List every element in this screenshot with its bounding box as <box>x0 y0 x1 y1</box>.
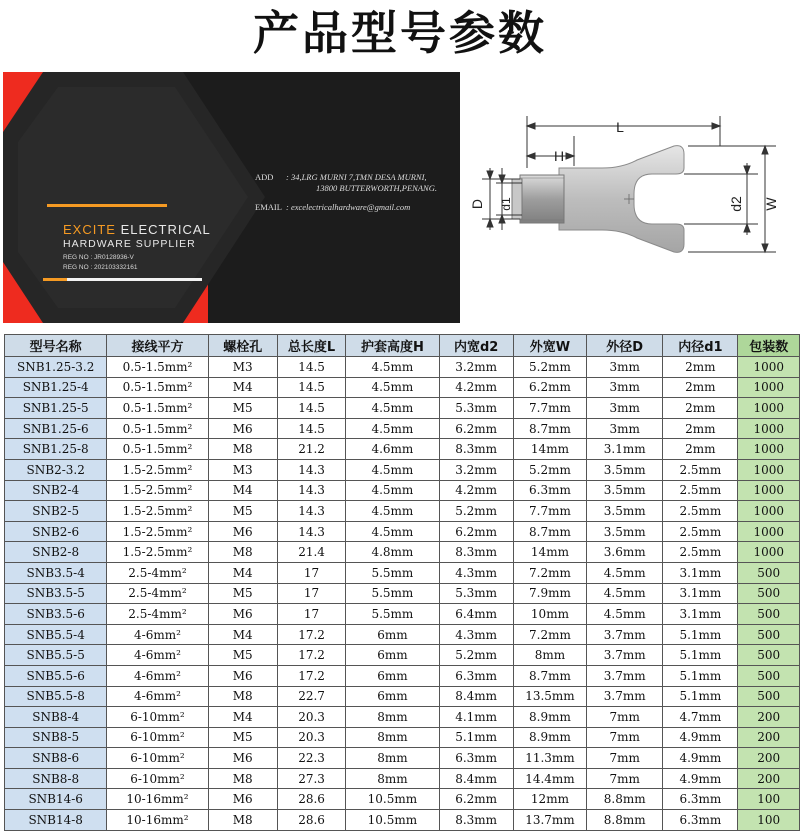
cell-outer-diameter: 3.7mm <box>587 624 663 645</box>
cell-package-qty: 500 <box>738 562 800 583</box>
cell-inner-width: 5.3mm <box>439 583 513 604</box>
cell-sleeve-height: 8mm <box>346 707 439 728</box>
label-L: L <box>616 119 624 135</box>
cell-bolt-hole: M4 <box>208 707 277 728</box>
cell-outer-width: 5.2mm <box>513 459 586 480</box>
cell-bolt-hole: M4 <box>208 624 277 645</box>
header-sleeve-height: 护套高度H <box>346 335 439 357</box>
cell-wire-range: 0.5-1.5mm² <box>107 418 208 439</box>
table-body <box>5 357 800 831</box>
reg-number-1: REG NO : JR0128936-V <box>63 254 134 261</box>
cell-package-qty: 200 <box>738 707 800 728</box>
cell-inner-width: 4.3mm <box>439 624 513 645</box>
cell-outer-diameter: 4.5mm <box>587 562 663 583</box>
address-label: ADD <box>255 172 274 182</box>
cell-outer-width: 7.9mm <box>513 583 586 604</box>
header-wire-range: 接线平方 <box>107 335 208 357</box>
cell-bolt-hole: M8 <box>208 686 277 707</box>
header-bolt-hole: 螺栓孔 <box>208 335 277 357</box>
cell-outer-diameter: 7mm <box>587 768 663 789</box>
cell-model: SNB1.25-6 <box>5 418 107 439</box>
cell-bolt-hole: M6 <box>208 748 277 769</box>
cell-sleeve-height: 4.5mm <box>346 418 439 439</box>
cell-inner-diameter: 2mm <box>663 439 738 460</box>
cell-model: SNB1.25-3.2 <box>5 357 107 378</box>
cell-inner-diameter: 6.3mm <box>663 789 738 810</box>
cell-outer-width: 7.2mm <box>513 562 586 583</box>
cell-sleeve-height: 5.5mm <box>346 583 439 604</box>
cell-outer-width: 8.7mm <box>513 418 586 439</box>
cell-sleeve-height: 6mm <box>346 686 439 707</box>
header-outer-width: 外宽W <box>513 335 586 357</box>
cell-sleeve-height: 4.5mm <box>346 480 439 501</box>
cell-model: SNB8-5 <box>5 727 107 748</box>
cell-inner-width: 8.4mm <box>439 768 513 789</box>
cell-sleeve-height: 4.8mm <box>346 542 439 563</box>
cell-sleeve-height: 8mm <box>346 727 439 748</box>
cell-bolt-hole: M4 <box>208 377 277 398</box>
cell-wire-range: 10-16mm² <box>107 810 208 831</box>
cell-outer-diameter: 3.5mm <box>587 521 663 542</box>
cell-bolt-hole: M3 <box>208 459 277 480</box>
cell-inner-width: 6.2mm <box>439 789 513 810</box>
cell-inner-diameter: 5.1mm <box>663 686 738 707</box>
cell-wire-range: 2.5-4mm² <box>107 583 208 604</box>
cell-inner-width: 4.1mm <box>439 707 513 728</box>
spec-table <box>4 334 800 831</box>
cell-bolt-hole: M5 <box>208 583 277 604</box>
cell-inner-width: 3.2mm <box>439 357 513 378</box>
cell-total-length: 28.6 <box>277 810 345 831</box>
cell-wire-range: 4-6mm² <box>107 665 208 686</box>
cell-outer-diameter: 3mm <box>587 377 663 398</box>
cell-sleeve-height: 4.5mm <box>346 377 439 398</box>
cell-total-length: 14.3 <box>277 521 345 542</box>
cell-package-qty: 1000 <box>738 480 800 501</box>
cell-total-length: 17.2 <box>277 665 345 686</box>
cell-wire-range: 1.5-2.5mm² <box>107 459 208 480</box>
cell-model: SNB5.5-5 <box>5 645 107 666</box>
cell-inner-diameter: 3.1mm <box>663 604 738 625</box>
cell-model: SNB5.5-4 <box>5 624 107 645</box>
cell-sleeve-height: 4.5mm <box>346 521 439 542</box>
cell-bolt-hole: M5 <box>208 501 277 522</box>
cell-wire-range: 6-10mm² <box>107 707 208 728</box>
header-model: 型号名称 <box>5 335 107 357</box>
cell-bolt-hole: M5 <box>208 398 277 419</box>
address-line-1: : 34,LRG MURNI 7,TMN DESA MURNI, <box>286 172 427 182</box>
label-d2: d2 <box>728 196 744 212</box>
cell-sleeve-height: 5.5mm <box>346 604 439 625</box>
cell-total-length: 14.5 <box>277 377 345 398</box>
email-value: : excelectricalhardware@gmail.com <box>286 202 411 212</box>
cell-outer-width: 13.7mm <box>513 810 586 831</box>
cell-inner-diameter: 4.9mm <box>663 727 738 748</box>
cell-total-length: 14.3 <box>277 501 345 522</box>
cell-wire-range: 6-10mm² <box>107 748 208 769</box>
cell-package-qty: 500 <box>738 645 800 666</box>
cell-inner-diameter: 2.5mm <box>663 542 738 563</box>
cell-model: SNB5.5-8 <box>5 686 107 707</box>
address-line-2: 13800 BUTTERWORTH,PENANG. <box>316 183 437 193</box>
cell-inner-width: 8.3mm <box>439 810 513 831</box>
email-label: EMAIL <box>255 202 282 212</box>
cell-inner-width: 5.2mm <box>439 501 513 522</box>
cell-bolt-hole: M8 <box>208 810 277 831</box>
cell-sleeve-height: 10.5mm <box>346 810 439 831</box>
cell-outer-diameter: 7mm <box>587 748 663 769</box>
table-row <box>5 480 800 501</box>
table-row <box>5 562 800 583</box>
table-row <box>5 727 800 748</box>
cell-inner-width: 5.2mm <box>439 645 513 666</box>
cell-outer-width: 5.2mm <box>513 357 586 378</box>
cell-wire-range: 1.5-2.5mm² <box>107 501 208 522</box>
cell-model: SNB3.5-4 <box>5 562 107 583</box>
cell-total-length: 27.3 <box>277 768 345 789</box>
cell-wire-range: 6-10mm² <box>107 727 208 748</box>
spade-terminal-diagram <box>462 108 792 283</box>
brand-line2: HARDWARE SUPPLIER <box>63 238 196 250</box>
table-row <box>5 439 800 460</box>
cell-total-length: 21.2 <box>277 439 345 460</box>
cell-outer-width: 8.7mm <box>513 665 586 686</box>
cell-sleeve-height: 5.5mm <box>346 562 439 583</box>
table-row <box>5 521 800 542</box>
table-row <box>5 624 800 645</box>
cell-total-length: 17.2 <box>277 645 345 666</box>
cell-wire-range: 6-10mm² <box>107 768 208 789</box>
cell-outer-width: 13.5mm <box>513 686 586 707</box>
cell-package-qty: 200 <box>738 727 800 748</box>
cell-inner-diameter: 5.1mm <box>663 665 738 686</box>
cell-outer-diameter: 8.8mm <box>587 810 663 831</box>
cell-package-qty: 1000 <box>738 398 800 419</box>
table-row <box>5 810 800 831</box>
cell-wire-range: 10-16mm² <box>107 789 208 810</box>
table-row <box>5 768 800 789</box>
cell-inner-width: 6.4mm <box>439 604 513 625</box>
cell-bolt-hole: M6 <box>208 604 277 625</box>
cell-model: SNB3.5-5 <box>5 583 107 604</box>
cell-total-length: 14.3 <box>277 459 345 480</box>
cell-outer-diameter: 3mm <box>587 418 663 439</box>
cell-inner-diameter: 4.9mm <box>663 748 738 769</box>
cell-inner-width: 4.2mm <box>439 480 513 501</box>
cell-inner-width: 8.3mm <box>439 542 513 563</box>
cell-total-length: 21.4 <box>277 542 345 563</box>
label-D: D <box>469 198 485 210</box>
header-inner-diameter: 内径d1 <box>663 335 738 357</box>
cell-inner-width: 3.2mm <box>439 459 513 480</box>
cell-outer-diameter: 3mm <box>587 398 663 419</box>
table-row <box>5 418 800 439</box>
cell-inner-diameter: 2.5mm <box>663 480 738 501</box>
cell-wire-range: 4-6mm² <box>107 624 208 645</box>
cell-outer-diameter: 3.6mm <box>587 542 663 563</box>
cell-total-length: 20.3 <box>277 707 345 728</box>
table-row <box>5 748 800 769</box>
cell-bolt-hole: M6 <box>208 521 277 542</box>
header-outer-diameter: 外径D <box>587 335 663 357</box>
cell-inner-width: 6.2mm <box>439 521 513 542</box>
cell-sleeve-height: 10.5mm <box>346 789 439 810</box>
cell-package-qty: 500 <box>738 624 800 645</box>
cell-outer-width: 8mm <box>513 645 586 666</box>
cell-inner-diameter: 4.9mm <box>663 768 738 789</box>
cell-inner-diameter: 5.1mm <box>663 624 738 645</box>
cell-outer-diameter: 3.7mm <box>587 665 663 686</box>
cell-inner-width: 6.3mm <box>439 748 513 769</box>
cell-outer-width: 8.9mm <box>513 707 586 728</box>
cell-inner-diameter: 2mm <box>663 357 738 378</box>
cell-package-qty: 1000 <box>738 418 800 439</box>
cell-wire-range: 0.5-1.5mm² <box>107 398 208 419</box>
cell-total-length: 17 <box>277 562 345 583</box>
cell-model: SNB1.25-8 <box>5 439 107 460</box>
cell-inner-width: 5.1mm <box>439 727 513 748</box>
table-row <box>5 501 800 522</box>
cell-wire-range: 0.5-1.5mm² <box>107 357 208 378</box>
table-row <box>5 398 800 419</box>
cell-bolt-hole: M8 <box>208 439 277 460</box>
cell-sleeve-height: 8mm <box>346 748 439 769</box>
cell-inner-diameter: 3.1mm <box>663 583 738 604</box>
cell-outer-width: 10mm <box>513 604 586 625</box>
table-row <box>5 665 800 686</box>
cell-bolt-hole: M8 <box>208 542 277 563</box>
accent-bar-white <box>67 278 202 281</box>
cell-total-length: 17 <box>277 583 345 604</box>
cell-total-length: 14.5 <box>277 418 345 439</box>
cell-inner-width: 4.2mm <box>439 377 513 398</box>
cell-bolt-hole: M5 <box>208 645 277 666</box>
cell-outer-diameter: 3.5mm <box>587 501 663 522</box>
header-total-length: 总长度L <box>277 335 345 357</box>
cell-sleeve-height: 4.5mm <box>346 459 439 480</box>
cell-package-qty: 1000 <box>738 459 800 480</box>
cell-model: SNB8-6 <box>5 748 107 769</box>
card-background <box>3 72 460 323</box>
cell-model: SNB14-8 <box>5 810 107 831</box>
table-row <box>5 459 800 480</box>
cell-model: SNB8-8 <box>5 768 107 789</box>
cell-inner-width: 4.3mm <box>439 562 513 583</box>
cell-inner-width: 6.2mm <box>439 418 513 439</box>
table-row <box>5 686 800 707</box>
label-H: H <box>553 148 565 164</box>
cell-outer-diameter: 3.5mm <box>587 459 663 480</box>
cell-outer-width: 7.7mm <box>513 398 586 419</box>
cell-package-qty: 1000 <box>738 521 800 542</box>
cell-model: SNB8-4 <box>5 707 107 728</box>
cell-total-length: 17 <box>277 604 345 625</box>
table-row <box>5 377 800 398</box>
cell-outer-width: 14mm <box>513 439 586 460</box>
table-header-row <box>5 335 800 357</box>
cell-model: SNB5.5-6 <box>5 665 107 686</box>
cell-outer-diameter: 3.1mm <box>587 439 663 460</box>
cell-inner-width: 8.4mm <box>439 686 513 707</box>
cell-outer-diameter: 7mm <box>587 707 663 728</box>
business-card <box>3 72 460 323</box>
cell-total-length: 14.3 <box>277 480 345 501</box>
cell-outer-width: 14mm <box>513 542 586 563</box>
cell-bolt-hole: M4 <box>208 480 277 501</box>
cell-outer-width: 14.4mm <box>513 768 586 789</box>
cell-outer-width: 11.3mm <box>513 748 586 769</box>
cell-inner-diameter: 2.5mm <box>663 459 738 480</box>
cell-package-qty: 1000 <box>738 439 800 460</box>
table-row <box>5 604 800 625</box>
cell-inner-diameter: 2.5mm <box>663 501 738 522</box>
cell-total-length: 22.7 <box>277 686 345 707</box>
cell-outer-diameter: 4.5mm <box>587 583 663 604</box>
cell-model: SNB14-6 <box>5 789 107 810</box>
cell-outer-diameter: 3.5mm <box>587 480 663 501</box>
cell-sleeve-height: 8mm <box>346 768 439 789</box>
cell-outer-width: 8.9mm <box>513 727 586 748</box>
table-row <box>5 583 800 604</box>
cell-outer-width: 7.2mm <box>513 624 586 645</box>
cell-sleeve-height: 6mm <box>346 624 439 645</box>
cell-model: SNB1.25-5 <box>5 398 107 419</box>
cell-outer-diameter: 8.8mm <box>587 789 663 810</box>
cell-bolt-hole: M5 <box>208 727 277 748</box>
cell-sleeve-height: 4.5mm <box>346 357 439 378</box>
cell-bolt-hole: M4 <box>208 562 277 583</box>
cell-sleeve-height: 4.6mm <box>346 439 439 460</box>
cell-wire-range: 0.5-1.5mm² <box>107 377 208 398</box>
cell-outer-diameter: 4.5mm <box>587 604 663 625</box>
cell-outer-diameter: 3.7mm <box>587 645 663 666</box>
accent-bar-orange <box>43 278 67 281</box>
cell-bolt-hole: M6 <box>208 789 277 810</box>
cell-wire-range: 4-6mm² <box>107 645 208 666</box>
cell-sleeve-height: 4.5mm <box>346 501 439 522</box>
cell-outer-diameter: 3mm <box>587 357 663 378</box>
cell-bolt-hole: M6 <box>208 418 277 439</box>
cell-wire-range: 1.5-2.5mm² <box>107 521 208 542</box>
cell-model: SNB2-3.2 <box>5 459 107 480</box>
brand-rest: ELECTRICAL <box>115 222 211 237</box>
cell-wire-range: 1.5-2.5mm² <box>107 542 208 563</box>
cell-bolt-hole: M3 <box>208 357 277 378</box>
cell-wire-range: 1.5-2.5mm² <box>107 480 208 501</box>
cell-package-qty: 500 <box>738 686 800 707</box>
cell-outer-diameter: 3.7mm <box>587 686 663 707</box>
cell-model: SNB2-8 <box>5 542 107 563</box>
cell-package-qty: 1000 <box>738 377 800 398</box>
cell-wire-range: 2.5-4mm² <box>107 562 208 583</box>
table-row <box>5 357 800 378</box>
cell-bolt-hole: M8 <box>208 768 277 789</box>
cell-sleeve-height: 4.5mm <box>346 398 439 419</box>
cell-outer-width: 6.3mm <box>513 480 586 501</box>
cell-total-length: 14.5 <box>277 398 345 419</box>
cell-inner-diameter: 2mm <box>663 377 738 398</box>
cell-inner-diameter: 6.3mm <box>663 810 738 831</box>
cell-inner-diameter: 5.1mm <box>663 645 738 666</box>
cell-outer-width: 7.7mm <box>513 501 586 522</box>
cell-inner-width: 6.3mm <box>439 665 513 686</box>
cell-package-qty: 200 <box>738 768 800 789</box>
cell-outer-width: 12mm <box>513 789 586 810</box>
cell-sleeve-height: 6mm <box>346 665 439 686</box>
cell-sleeve-height: 6mm <box>346 645 439 666</box>
cell-inner-diameter: 2mm <box>663 398 738 419</box>
reg-number-2: REG NO : 202103332161 <box>63 264 138 271</box>
cell-model: SNB3.5-6 <box>5 604 107 625</box>
cell-package-qty: 200 <box>738 748 800 769</box>
cell-bolt-hole: M6 <box>208 665 277 686</box>
cell-package-qty: 1000 <box>738 357 800 378</box>
terminal-drawing <box>512 146 684 253</box>
cell-package-qty: 100 <box>738 789 800 810</box>
cell-total-length: 20.3 <box>277 727 345 748</box>
cell-inner-width: 8.3mm <box>439 439 513 460</box>
cell-package-qty: 500 <box>738 583 800 604</box>
cell-model: SNB2-4 <box>5 480 107 501</box>
cell-package-qty: 500 <box>738 604 800 625</box>
cell-model: SNB1.25-4 <box>5 377 107 398</box>
table-row <box>5 645 800 666</box>
cell-package-qty: 1000 <box>738 542 800 563</box>
cell-model: SNB2-5 <box>5 501 107 522</box>
cell-package-qty: 100 <box>738 810 800 831</box>
cell-model: SNB2-6 <box>5 521 107 542</box>
cell-total-length: 22.3 <box>277 748 345 769</box>
table-row <box>5 707 800 728</box>
cell-total-length: 14.5 <box>277 357 345 378</box>
accent-line <box>47 204 167 207</box>
page-title: 产品型号参数 <box>253 6 547 60</box>
cell-wire-range: 2.5-4mm² <box>107 604 208 625</box>
header-package-qty: 包装数 <box>738 335 800 357</box>
table-row <box>5 789 800 810</box>
table-row <box>5 542 800 563</box>
brand-highlight: EXCITE <box>63 222 116 237</box>
header-inner-width: 内宽d2 <box>439 335 513 357</box>
cell-wire-range: 0.5-1.5mm² <box>107 439 208 460</box>
cell-inner-diameter: 2mm <box>663 418 738 439</box>
label-W: W <box>763 197 779 211</box>
cell-total-length: 17.2 <box>277 624 345 645</box>
cell-inner-width: 5.3mm <box>439 398 513 419</box>
label-d1: d1 <box>499 197 513 211</box>
cell-outer-width: 6.2mm <box>513 377 586 398</box>
cell-package-qty: 500 <box>738 665 800 686</box>
cell-total-length: 28.6 <box>277 789 345 810</box>
cell-outer-width: 8.7mm <box>513 521 586 542</box>
cell-package-qty: 1000 <box>738 501 800 522</box>
brand-name <box>63 222 211 237</box>
cell-inner-diameter: 3.1mm <box>663 562 738 583</box>
cell-inner-diameter: 2.5mm <box>663 521 738 542</box>
cell-outer-diameter: 7mm <box>587 727 663 748</box>
cell-inner-diameter: 4.7mm <box>663 707 738 728</box>
cell-wire-range: 4-6mm² <box>107 686 208 707</box>
